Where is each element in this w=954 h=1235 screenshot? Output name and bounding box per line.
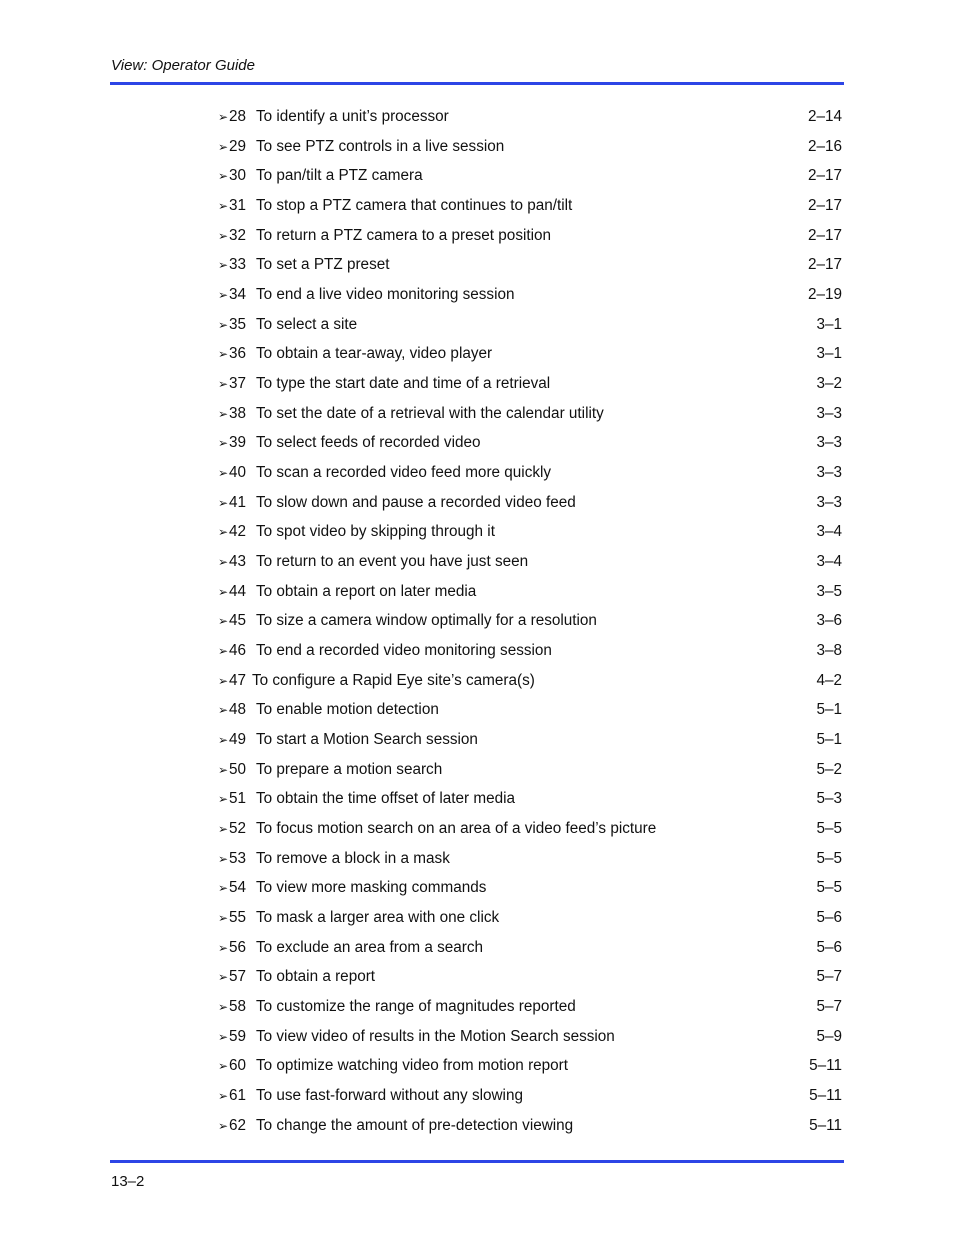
- toc-item[interactable]: [218, 1022, 843, 1052]
- toc-item-title: To stop a PTZ camera that continues to pan/tilt: [256, 196, 573, 214]
- toc-item-number: 62: [229, 1116, 247, 1134]
- toc-item-page-ref: 3–4: [816, 552, 842, 570]
- toc-item-title: To obtain a tear-away, video player: [256, 345, 493, 363]
- toc-item-title: To select a site: [256, 315, 358, 333]
- toc-item[interactable]: [218, 250, 843, 280]
- toc-item-title: To set the date of a retrieval with the calendar utility: [256, 404, 604, 422]
- toc-item-title: To type the start date and time of a retrieval: [256, 374, 551, 392]
- toc-item-page-ref: 5–11: [809, 1087, 842, 1104]
- toc-item-title: To scan a recorded video feed more quickly: [256, 463, 552, 481]
- toc-item-page-ref: 3–3: [816, 434, 842, 452]
- toc-item-title: To slow down and pause a recorded video feed: [256, 493, 576, 511]
- toc-item[interactable]: [218, 962, 843, 992]
- toc-item-number: 38: [229, 404, 247, 422]
- toc-item-title: To configure a Rapid Eye site’s camera(s): [252, 671, 535, 689]
- toc-item-page-ref: 5–1: [816, 701, 842, 719]
- toc-item-number: 61: [229, 1087, 247, 1104]
- arrow-bullet-icon: ➢: [218, 1118, 229, 1133]
- toc-item-page-ref: 3–1: [816, 315, 842, 333]
- arrow-bullet-icon: ➢: [218, 703, 229, 718]
- arrow-bullet-icon: ➢: [218, 258, 229, 273]
- arrow-bullet-icon: ➢: [218, 347, 229, 362]
- toc-item-number: 58: [229, 997, 247, 1015]
- toc-item[interactable]: [218, 428, 843, 458]
- toc-item-number: 43: [229, 552, 247, 570]
- toc-item-number: 33: [229, 256, 247, 274]
- toc-item-title: To obtain the time offset of later media: [256, 790, 516, 808]
- toc-item[interactable]: [218, 695, 843, 725]
- toc-item[interactable]: [218, 1111, 843, 1141]
- toc-item-number: 40: [229, 463, 247, 481]
- toc-item-number: 46: [229, 641, 247, 659]
- toc-item-number: 54: [229, 879, 247, 897]
- toc-item-title: To see PTZ controls in a live session: [256, 137, 505, 155]
- toc-item-number: 47: [229, 671, 247, 689]
- arrow-bullet-icon: ➢: [218, 792, 229, 807]
- arrow-bullet-icon: ➢: [218, 317, 229, 332]
- toc-item[interactable]: [218, 784, 843, 814]
- toc-item-number: 60: [229, 1057, 247, 1075]
- toc-item-number: 29: [229, 137, 247, 155]
- toc-item-page-ref: 5–6: [816, 908, 842, 926]
- toc-item-number: 39: [229, 434, 247, 452]
- arrow-bullet-icon: ➢: [218, 139, 229, 154]
- arrow-bullet-icon: ➢: [218, 970, 229, 985]
- toc-item-title: To remove a block in a mask: [256, 849, 450, 867]
- arrow-bullet-icon: ➢: [218, 910, 229, 925]
- toc-item[interactable]: [218, 636, 843, 666]
- procedure-index-list: [218, 102, 843, 1141]
- toc-item-title: To spot video by skipping through it: [256, 523, 495, 541]
- toc-item-title: To focus motion search on an area of a video feed’s picture: [256, 819, 657, 837]
- toc-item-page-ref: 5–3: [816, 790, 842, 808]
- toc-item-page-ref: 4–2: [816, 671, 842, 689]
- toc-item[interactable]: [218, 1052, 843, 1082]
- arrow-bullet-icon: ➢: [218, 554, 229, 569]
- toc-item-title: To obtain a report on later media: [256, 582, 477, 600]
- arrow-bullet-icon: ➢: [218, 762, 229, 777]
- toc-item-page-ref: 5–7: [816, 997, 842, 1015]
- toc-item[interactable]: [218, 933, 843, 963]
- toc-item-page-ref: 5–6: [816, 938, 842, 956]
- toc-item-title: To return to an event you have just seen: [256, 552, 529, 570]
- arrow-bullet-icon: ➢: [218, 1089, 229, 1103]
- toc-item-number: 55: [229, 908, 247, 926]
- toc-item-title: To view more masking commands: [256, 879, 487, 897]
- arrow-bullet-icon: ➢: [218, 109, 229, 124]
- toc-item-number: 31: [229, 196, 247, 214]
- toc-item-title: To set a PTZ preset: [256, 256, 390, 274]
- toc-item[interactable]: [218, 903, 843, 933]
- toc-item-number: 57: [229, 968, 247, 986]
- arrow-bullet-icon: ➢: [218, 376, 229, 391]
- toc-item-page-ref: 5–11: [809, 1057, 842, 1075]
- toc-item[interactable]: [218, 844, 843, 874]
- arrow-bullet-icon: ➢: [218, 1059, 229, 1074]
- toc-item-title: To use fast-forward without any slowing: [256, 1087, 523, 1104]
- toc-item-page-ref: 3–3: [816, 463, 842, 481]
- toc-item[interactable]: [218, 488, 843, 518]
- arrow-bullet-icon: ➢: [218, 643, 229, 658]
- toc-item-page-ref: 2–14: [807, 107, 842, 125]
- toc-item-page-ref: 3–6: [816, 612, 842, 630]
- arrow-bullet-icon: ➢: [218, 525, 229, 540]
- arrow-bullet-icon: ➢: [218, 584, 229, 599]
- toc-item[interactable]: [218, 666, 843, 696]
- toc-item-number: 44: [229, 582, 247, 600]
- toc-item-number: 52: [229, 819, 247, 837]
- toc-item-number: 50: [229, 760, 247, 778]
- toc-item[interactable]: [218, 873, 843, 903]
- toc-item-number: 56: [229, 938, 247, 956]
- toc-item[interactable]: [218, 577, 843, 607]
- toc-item-page-ref: 5–1: [816, 730, 842, 748]
- toc-item-page-ref: 3–3: [816, 404, 842, 422]
- toc-item-title: To enable motion detection: [256, 701, 439, 719]
- arrow-bullet-icon: ➢: [218, 821, 229, 836]
- toc-item[interactable]: [218, 814, 843, 844]
- toc-item-title: To return a PTZ camera to a preset position: [256, 226, 552, 244]
- toc-item-page-ref: 3–4: [816, 523, 842, 541]
- toc-item[interactable]: [218, 725, 843, 755]
- toc-item-page-ref: 5–7: [816, 968, 842, 986]
- toc-item-title: To view video of results in the Motion Search session: [256, 1027, 615, 1045]
- toc-item-page-ref: 5–5: [816, 879, 842, 897]
- toc-item-title: To prepare a motion search: [256, 760, 443, 778]
- toc-item-number: 59: [229, 1027, 247, 1045]
- toc-item-title: To end a recorded video monitoring session: [256, 641, 552, 659]
- toc-item-title: To identify a unit’s processor: [256, 107, 449, 125]
- arrow-bullet-icon: ➢: [218, 732, 229, 747]
- toc-item-page-ref: 5–5: [816, 849, 842, 867]
- arrow-bullet-icon: ➢: [218, 228, 229, 243]
- toc-item[interactable]: [218, 992, 843, 1022]
- toc-item-page-ref: 2–17: [807, 256, 842, 274]
- toc-item-number: 42: [229, 523, 247, 541]
- toc-item[interactable]: [218, 280, 843, 310]
- toc-item-page-ref: 5–2: [816, 760, 842, 778]
- toc-item[interactable]: [218, 458, 843, 488]
- toc-item[interactable]: [218, 369, 843, 399]
- toc-item-title: To exclude an area from a search: [256, 938, 484, 956]
- toc-item-number: 51: [229, 790, 247, 808]
- toc-item[interactable]: [218, 161, 843, 191]
- toc-item-number: 49: [229, 730, 247, 748]
- footer-rule: [110, 1160, 844, 1163]
- toc-item-title: To size a camera window optimally for a resolution: [256, 612, 597, 630]
- toc-item-title: To pan/tilt a PTZ camera: [256, 167, 423, 185]
- toc-item[interactable]: [218, 755, 843, 785]
- toc-item-number: 32: [229, 226, 247, 244]
- toc-item[interactable]: [218, 547, 843, 577]
- toc-item-page-ref: 5–11: [809, 1116, 842, 1134]
- toc-item-page-ref: 3–2: [816, 374, 842, 392]
- header-rule: [110, 82, 844, 85]
- toc-item-number: 45: [229, 612, 247, 630]
- toc-item-title: To select feeds of recorded video: [256, 434, 481, 452]
- running-header-title: View: Operator Guide: [111, 57, 255, 74]
- toc-item[interactable]: [218, 102, 843, 132]
- toc-item-page-ref: 3–3: [816, 493, 842, 511]
- arrow-bullet-icon: ➢: [218, 614, 229, 629]
- toc-item[interactable]: [218, 221, 843, 251]
- toc-item[interactable]: [218, 310, 843, 340]
- toc-item-page-ref: 2–19: [807, 285, 842, 303]
- toc-item-title: To end a live video monitoring session: [256, 285, 515, 303]
- arrow-bullet-icon: ➢: [218, 169, 229, 184]
- toc-item-page-ref: 2–17: [807, 226, 842, 244]
- toc-item[interactable]: [218, 132, 843, 162]
- toc-item-title: To start a Motion Search session: [256, 730, 478, 748]
- toc-item-page-ref: 5–5: [816, 819, 842, 837]
- toc-item-number: 41: [229, 493, 247, 511]
- toc-item-number: 48: [229, 701, 247, 719]
- toc-item-number: 53: [229, 849, 247, 867]
- toc-item-number: 30: [229, 167, 247, 185]
- arrow-bullet-icon: ➢: [218, 406, 229, 421]
- arrow-bullet-icon: ➢: [218, 436, 229, 451]
- toc-item-page-ref: 2–17: [807, 167, 842, 185]
- arrow-bullet-icon: ➢: [218, 851, 229, 866]
- toc-item[interactable]: [218, 1081, 843, 1111]
- toc-item-page-ref: 2–16: [807, 137, 842, 155]
- toc-item[interactable]: [218, 517, 843, 547]
- arrow-bullet-icon: ➢: [218, 673, 229, 688]
- toc-item-page-ref: 2–17: [807, 196, 842, 214]
- toc-item-number: 37: [229, 374, 247, 392]
- toc-item-page-ref: 3–1: [816, 345, 842, 363]
- toc-item-page-ref: 5–9: [816, 1027, 842, 1045]
- toc-item-title: To customize the range of magnitudes reported: [256, 997, 576, 1015]
- toc-item-number: 35: [229, 315, 247, 333]
- toc-item[interactable]: [218, 191, 843, 221]
- toc-item-title: To change the amount of pre-detection viewing: [256, 1116, 574, 1134]
- arrow-bullet-icon: ➢: [218, 198, 229, 213]
- toc-item-number: 36: [229, 345, 247, 363]
- arrow-bullet-icon: ➢: [218, 999, 229, 1014]
- arrow-bullet-icon: ➢: [218, 1029, 229, 1044]
- toc-item-title: To optimize watching video from motion report: [256, 1057, 569, 1075]
- arrow-bullet-icon: ➢: [218, 465, 229, 480]
- toc-item-number: 34: [229, 285, 247, 303]
- toc-item-title: To mask a larger area with one click: [256, 908, 500, 926]
- toc-item[interactable]: [218, 606, 843, 636]
- arrow-bullet-icon: ➢: [218, 495, 229, 510]
- arrow-bullet-icon: ➢: [218, 287, 229, 302]
- page-number: 13–2: [111, 1173, 145, 1190]
- toc-item-page-ref: 3–5: [816, 582, 842, 600]
- arrow-bullet-icon: ➢: [218, 881, 229, 896]
- toc-item-title: To obtain a report: [256, 968, 376, 986]
- toc-item[interactable]: [218, 399, 843, 429]
- toc-item[interactable]: [218, 339, 843, 369]
- arrow-bullet-icon: ➢: [218, 940, 229, 955]
- toc-item-number: 28: [229, 107, 247, 125]
- toc-item-page-ref: 3–8: [816, 641, 842, 659]
